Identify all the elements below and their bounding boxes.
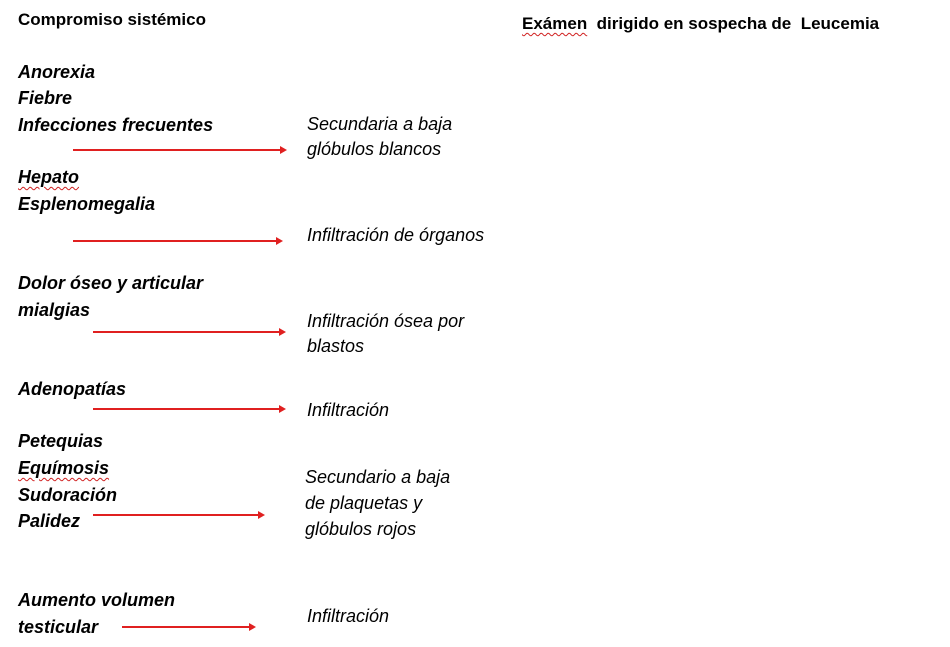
symptom-dolor-oseo: Dolor óseo y articular — [18, 273, 204, 293]
symptom-anorexia: Anorexia — [18, 62, 96, 82]
cause-1-line-2: glóbulos blancos — [307, 139, 442, 159]
symptom-sudoracion: Sudoración — [18, 485, 118, 505]
symptom-mialgias: mialgias — [18, 300, 91, 320]
symptom-aumento-volumen: Aumento volumen — [18, 590, 176, 610]
symptom-fiebre: Fiebre — [18, 88, 73, 108]
cause-5-line-1: Secundario a baja — [305, 467, 451, 487]
right-title-first-word: Exámen — [522, 14, 588, 33]
cause-2-line-1: Infiltración de órganos — [307, 225, 485, 245]
right-title — [522, 13, 879, 35]
symptom-esplenomegalia: Esplenomegalia — [18, 194, 156, 214]
arrow-4 — [93, 408, 280, 410]
cause-3-line-1: Infiltración ósea por — [307, 311, 465, 331]
symptom-hepato-text: Hepato — [18, 167, 80, 187]
arrow-3 — [93, 331, 280, 333]
cause-5-line-2: de plaquetas y — [305, 493, 423, 513]
symptom-adenopatias: Adenopatías — [18, 379, 127, 399]
arrow-6 — [122, 626, 250, 628]
symptom-petequias: Petequias — [18, 431, 104, 451]
cause-3-line-2: blastos — [307, 336, 365, 356]
cause-1-line-1: Secundaria a baja — [307, 114, 453, 134]
arrow-1 — [73, 149, 281, 151]
symptom-palidez: Palidez — [18, 511, 81, 531]
symptom-equimosis-text: Equímosis — [18, 458, 110, 478]
cause-5-line-3: glóbulos rojos — [305, 519, 417, 539]
symptom-testicular: testicular — [18, 617, 99, 637]
arrow-2 — [73, 240, 277, 242]
cause-6-line-1: Infiltración — [307, 606, 390, 626]
left-title: Compromiso sistémico — [18, 10, 206, 29]
cause-4-line-1: Infiltración — [307, 400, 390, 420]
symptom-infecciones: Infecciones frecuentes — [18, 115, 214, 135]
symptom-hepato — [18, 164, 79, 191]
symptom-equimosis — [18, 455, 109, 482]
arrow-5 — [93, 514, 259, 516]
right-title-rest: dirigido en sospecha de Leucemia — [587, 14, 880, 33]
